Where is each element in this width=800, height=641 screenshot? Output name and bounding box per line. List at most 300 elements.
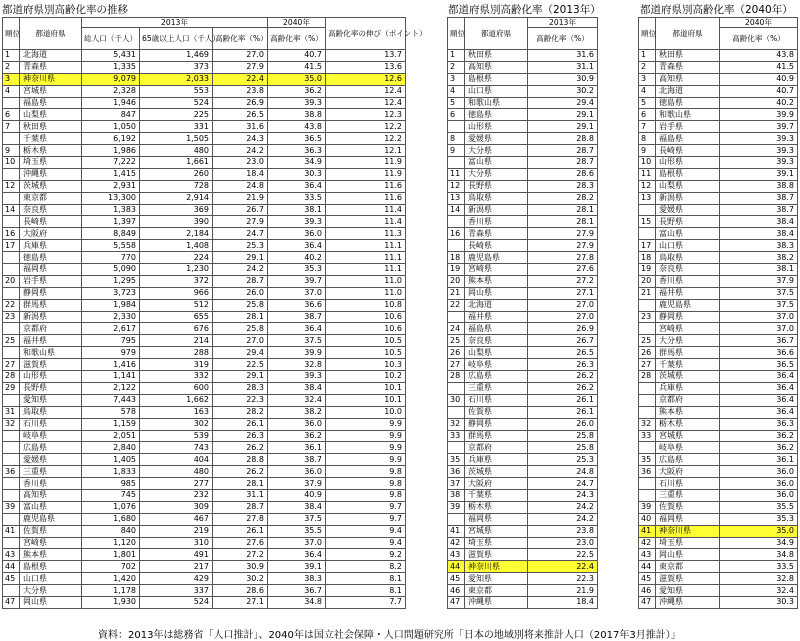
table-cell: 25.8 (528, 442, 598, 454)
table-cell: 21 (639, 287, 656, 299)
table-cell: 24.2 (213, 145, 268, 157)
table-row (448, 275, 598, 287)
table-cell: 553 (140, 85, 213, 97)
table-cell: 高知県 (465, 61, 528, 73)
table-row (448, 109, 598, 121)
table-row (3, 585, 406, 597)
table-cell: 群馬県 (465, 430, 528, 442)
table-cell: 26.1 (213, 525, 268, 537)
table-cell: 1,469 (140, 50, 213, 62)
table-cell: 20 (639, 275, 656, 287)
table-cell: 9.8 (326, 466, 406, 478)
table-cell: 163 (140, 406, 213, 418)
table-cell: 795 (82, 335, 140, 347)
table-cell: 熊本県 (656, 406, 720, 418)
table-cell: 大分県 (465, 168, 528, 180)
table-row (448, 264, 598, 276)
table-cell: 31.6 (213, 121, 268, 133)
table-row (3, 513, 406, 525)
table-cell: 26 (448, 347, 465, 359)
table-cell: 5 (448, 97, 465, 109)
table-row (639, 596, 798, 608)
table-row (639, 61, 798, 73)
table-cell: 28 (639, 371, 656, 383)
table-cell: 40.2 (720, 97, 798, 109)
table-cell: 979 (82, 347, 140, 359)
table-cell: 青森県 (656, 61, 720, 73)
table-cell: 26.1 (528, 406, 598, 418)
table-cell: 36 (639, 466, 656, 478)
table-cell: 43.8 (720, 50, 798, 62)
table-cell: 38.7 (268, 311, 326, 323)
table-row (3, 216, 406, 228)
table-row (448, 442, 598, 454)
rate-2040-ranking-table (638, 17, 798, 609)
table-cell: 鹿児島県 (656, 299, 720, 311)
table-row (448, 585, 598, 597)
table-cell (3, 216, 20, 228)
table-row (448, 168, 598, 180)
table-cell: 2 (448, 61, 465, 73)
table-cell: 34.8 (268, 596, 326, 608)
table-cell: 21.9 (528, 585, 598, 597)
pref-header: 都道府県 (20, 18, 82, 50)
table-cell: 香川県 (465, 216, 528, 228)
table-cell: 2 (3, 61, 20, 73)
table-cell: 43.8 (268, 121, 326, 133)
table-cell: 39 (3, 501, 20, 513)
table-row (639, 382, 798, 394)
table-cell: 28 (3, 371, 20, 383)
table-cell (3, 478, 20, 490)
table-cell: 26.2 (213, 466, 268, 478)
table-cell: 28.7 (213, 501, 268, 513)
table-cell: 14 (448, 204, 465, 216)
table-cell: 40 (639, 513, 656, 525)
table-cell: 337 (140, 585, 213, 597)
table-cell: 広島県 (465, 371, 528, 383)
table-cell: 36.5 (268, 133, 326, 145)
table-cell: 鳥取県 (20, 406, 82, 418)
table-cell: 福岡県 (465, 513, 528, 525)
table-row (3, 252, 406, 264)
table-cell: 39 (639, 501, 656, 513)
table-cell (3, 394, 20, 406)
table-cell: 36 (448, 466, 465, 478)
table-cell: 10.0 (326, 406, 406, 418)
table-cell (639, 442, 656, 454)
table-cell: 10.1 (326, 382, 406, 394)
rank-header: 順位 (448, 18, 465, 50)
table-cell: 7,443 (82, 394, 140, 406)
table-row (639, 252, 798, 264)
table-row (3, 264, 406, 276)
rate-2013-header: 高齢化率（%） (213, 28, 268, 50)
table-row (448, 216, 598, 228)
table-cell: 9.7 (326, 513, 406, 525)
table-cell: 23 (3, 311, 20, 323)
table-cell: 京都府 (20, 323, 82, 335)
table-cell: 36.6 (720, 347, 798, 359)
table-cell: 島根県 (465, 73, 528, 85)
table-cell (639, 323, 656, 335)
table-cell: 35.0 (268, 73, 326, 85)
table-cell: 奈良県 (656, 264, 720, 276)
table-cell: 27.8 (213, 513, 268, 525)
table-cell: 28.3 (528, 180, 598, 192)
table-row (448, 323, 598, 335)
table-cell: 宮城県 (465, 525, 528, 537)
year-header: 2013年 (528, 18, 598, 28)
table-cell: 1,661 (140, 157, 213, 169)
table-cell: 27.6 (528, 264, 598, 276)
table-cell: 9.9 (326, 442, 406, 454)
table-cell: 27.0 (213, 335, 268, 347)
table-cell: 35.3 (720, 513, 798, 525)
table-cell: 神奈川県 (465, 561, 528, 573)
table-cell: 36.0 (720, 478, 798, 490)
table-cell: 25.3 (213, 240, 268, 252)
table-cell: 491 (140, 549, 213, 561)
table-cell: 福島県 (465, 323, 528, 335)
table-cell: 5 (639, 97, 656, 109)
table-cell (448, 216, 465, 228)
table-row (639, 442, 798, 454)
table-row (639, 501, 798, 513)
table-cell: 277 (140, 478, 213, 490)
table-cell: 三重県 (656, 489, 720, 501)
pref-header: 都道府県 (656, 18, 720, 50)
table-cell: 大阪府 (465, 478, 528, 490)
table-cell: 847 (82, 109, 140, 121)
table-cell (3, 513, 20, 525)
table-cell: 神奈川県 (656, 525, 720, 537)
table-cell: 29 (3, 382, 20, 394)
table-cell (3, 264, 20, 276)
table-cell: 2,051 (82, 430, 140, 442)
table-cell: 28.1 (528, 204, 598, 216)
table-cell: 奈良県 (20, 204, 82, 216)
table-cell: 16 (448, 228, 465, 240)
table-cell: 26.9 (213, 97, 268, 109)
table-cell: 33.5 (268, 192, 326, 204)
table-cell: 1,076 (82, 501, 140, 513)
table-row (3, 418, 406, 430)
table-cell: 260 (140, 168, 213, 180)
table-cell: 9.9 (326, 418, 406, 430)
table-row (448, 596, 598, 608)
table-cell: 10 (3, 157, 20, 169)
table-cell: 26.7 (213, 204, 268, 216)
table-row (639, 513, 798, 525)
table-row (639, 192, 798, 204)
table-cell: 676 (140, 323, 213, 335)
table-cell: 25 (639, 335, 656, 347)
table-row (448, 501, 598, 513)
table-row (448, 525, 598, 537)
table-cell: 27 (639, 359, 656, 371)
table-cell: 23.0 (213, 157, 268, 169)
table-cell: 47 (3, 596, 20, 608)
table-cell: 36.0 (720, 489, 798, 501)
table-cell: 37.9 (268, 478, 326, 490)
table-row (448, 406, 598, 418)
table-cell: 鹿児島県 (465, 252, 528, 264)
table-row (3, 109, 406, 121)
table-row (3, 454, 406, 466)
table-row (639, 145, 798, 157)
table-cell: 27.9 (213, 61, 268, 73)
table-cell: 13,300 (82, 192, 140, 204)
table-cell: 青森県 (20, 61, 82, 73)
table-cell: 319 (140, 359, 213, 371)
table-cell: 茨城県 (20, 180, 82, 192)
table-cell: 28.1 (213, 478, 268, 490)
table-row (639, 394, 798, 406)
table-cell: 39.3 (268, 97, 326, 109)
table-cell: 37.0 (268, 287, 326, 299)
table-row (639, 573, 798, 585)
table-cell: 600 (140, 382, 213, 394)
table-cell (639, 478, 656, 490)
table-cell: 12.4 (326, 97, 406, 109)
table-cell: 10.5 (326, 335, 406, 347)
table-row (448, 121, 598, 133)
table-cell: 37.9 (720, 275, 798, 287)
table-cell: 1,335 (82, 61, 140, 73)
table-cell: 38.2 (720, 252, 798, 264)
table-cell: 徳島県 (20, 252, 82, 264)
table-cell: 9.8 (326, 489, 406, 501)
table-cell: 10.1 (326, 394, 406, 406)
table-cell: 28.1 (528, 216, 598, 228)
table-cell: 1,416 (82, 359, 140, 371)
table-cell: 18.4 (213, 168, 268, 180)
table-cell: 広島県 (20, 442, 82, 454)
table-cell: 長野県 (20, 382, 82, 394)
table-cell: 愛知県 (465, 573, 528, 585)
table-cell: 40.2 (268, 252, 326, 264)
table-cell (448, 513, 465, 525)
table-cell: 36.2 (720, 442, 798, 454)
table-row (639, 347, 798, 359)
table-cell: 沖縄県 (656, 596, 720, 608)
table-cell: 12.2 (326, 121, 406, 133)
table-row (639, 264, 798, 276)
table-cell: 36.1 (268, 442, 326, 454)
table-cell (448, 121, 465, 133)
table-cell: 宮城県 (20, 85, 82, 97)
table-row (639, 466, 798, 478)
table-row (639, 275, 798, 287)
table-cell: 27.0 (528, 311, 598, 323)
table-cell: 25 (3, 335, 20, 347)
table-cell: 11.1 (326, 264, 406, 276)
table-cell: 1,397 (82, 216, 140, 228)
table-cell: 富山県 (465, 157, 528, 169)
table-row (448, 73, 598, 85)
table-cell: 36.1 (720, 454, 798, 466)
table-cell: 岡山県 (20, 596, 82, 608)
table-cell: 10.8 (326, 299, 406, 311)
table-cell: 310 (140, 537, 213, 549)
table-cell: 8.1 (326, 585, 406, 597)
table-cell: 2,914 (140, 192, 213, 204)
table-cell: 高知県 (20, 489, 82, 501)
table-cell: 16 (3, 228, 20, 240)
table-cell: 390 (140, 216, 213, 228)
table-cell: 10.5 (326, 347, 406, 359)
table-row (639, 50, 798, 62)
table-cell: 26.5 (528, 347, 598, 359)
table-cell: 17 (3, 240, 20, 252)
table-cell: 39.7 (268, 275, 326, 287)
table-cell: 愛媛県 (465, 133, 528, 145)
table-cell: 鹿児島県 (20, 513, 82, 525)
table-cell: 18.4 (528, 596, 598, 608)
table-cell: 288 (140, 347, 213, 359)
table-cell: 2,122 (82, 382, 140, 394)
table-cell: 5,558 (82, 240, 140, 252)
table-cell: 9.4 (326, 537, 406, 549)
table-cell: 28.6 (213, 585, 268, 597)
table-cell: 香川県 (20, 478, 82, 490)
table-cell: 41.5 (268, 61, 326, 73)
table3-title: 都道府県別高齢化率（2040年） (640, 4, 793, 16)
table-cell: 11.9 (326, 168, 406, 180)
table-cell: 茨城県 (656, 371, 720, 383)
table-cell: 36.0 (268, 466, 326, 478)
table-cell: 5,090 (82, 264, 140, 276)
table-row (3, 299, 406, 311)
table-cell: 40.9 (720, 73, 798, 85)
table-cell: 和歌山県 (465, 97, 528, 109)
table-row (3, 382, 406, 394)
table-cell: 6 (639, 109, 656, 121)
table-cell: 38.7 (720, 192, 798, 204)
table-row (639, 335, 798, 347)
table-cell: 宮崎県 (465, 264, 528, 276)
table-cell: 36.3 (268, 145, 326, 157)
table-cell: 37.5 (720, 287, 798, 299)
table-cell: 東京都 (20, 192, 82, 204)
table-cell: 岐阜県 (656, 442, 720, 454)
table-cell: 539 (140, 430, 213, 442)
table-cell: 1,984 (82, 299, 140, 311)
table-row (639, 299, 798, 311)
table-row (3, 133, 406, 145)
table-cell: 28.8 (213, 454, 268, 466)
table-cell: 22 (3, 299, 20, 311)
table-cell (3, 489, 20, 501)
table-cell: 37.0 (720, 311, 798, 323)
table-cell: 44 (3, 561, 20, 573)
table-cell: 佐賀県 (465, 406, 528, 418)
table-cell: 36.3 (720, 418, 798, 430)
table-cell: 28.2 (528, 192, 598, 204)
table-cell: 770 (82, 252, 140, 264)
table-cell: 10.6 (326, 311, 406, 323)
table-cell: 栃木県 (20, 145, 82, 157)
table-row (639, 121, 798, 133)
table-cell: 309 (140, 501, 213, 513)
table-row (639, 240, 798, 252)
table-cell: 32.4 (268, 394, 326, 406)
table-row (448, 513, 598, 525)
table-row (3, 406, 406, 418)
table-cell (639, 489, 656, 501)
table-row (448, 394, 598, 406)
table-cell: 38.4 (720, 216, 798, 228)
table-cell (3, 454, 20, 466)
table-cell: 北海道 (20, 50, 82, 62)
table-cell: 217 (140, 561, 213, 573)
table-row (448, 335, 598, 347)
table-cell: 千葉県 (656, 359, 720, 371)
table-cell: 北海道 (465, 299, 528, 311)
table-cell: 静岡県 (20, 287, 82, 299)
table-cell: 36.7 (720, 335, 798, 347)
table-row (3, 596, 406, 608)
table-cell: 11.6 (326, 180, 406, 192)
table-row (448, 454, 598, 466)
rate-header: 高齢化率（%） (720, 28, 798, 50)
table-row (3, 561, 406, 573)
table-cell: 22.4 (213, 73, 268, 85)
table-row (639, 287, 798, 299)
table-cell: 9 (639, 145, 656, 157)
table-row (3, 275, 406, 287)
table-cell: 9,079 (82, 73, 140, 85)
table-row (448, 228, 598, 240)
table-cell: 9 (3, 145, 20, 157)
table-cell: 36.4 (268, 323, 326, 335)
table-row (3, 573, 406, 585)
table-cell: 大阪府 (20, 228, 82, 240)
table-cell: 27.0 (528, 299, 598, 311)
table-cell: 1,680 (82, 513, 140, 525)
table-cell: 38.4 (720, 228, 798, 240)
table-cell: 7 (3, 121, 20, 133)
table-cell: 20 (3, 275, 20, 287)
table-cell: 岡山県 (656, 549, 720, 561)
table-cell: 745 (82, 489, 140, 501)
table-cell: 41 (3, 525, 20, 537)
table-cell: 1,946 (82, 97, 140, 109)
table-cell: 9 (448, 145, 465, 157)
table-cell: 32.4 (720, 585, 798, 597)
table-cell: 33 (448, 430, 465, 442)
table-cell: 39.3 (268, 216, 326, 228)
table-cell: 2,328 (82, 85, 140, 97)
table-cell: 8 (448, 133, 465, 145)
table-row (3, 145, 406, 157)
table-cell: 35.5 (720, 501, 798, 513)
table-row (448, 549, 598, 561)
table-cell: 9.7 (326, 501, 406, 513)
table-cell: 12 (639, 180, 656, 192)
table-cell: 1,415 (82, 168, 140, 180)
table-cell: 11.4 (326, 204, 406, 216)
table-cell: 大阪府 (656, 466, 720, 478)
table-cell: 43 (448, 549, 465, 561)
table-cell: 26.3 (213, 430, 268, 442)
table-cell: 11.1 (326, 240, 406, 252)
table-cell: 42 (448, 537, 465, 549)
table-row (3, 335, 406, 347)
table-cell: 966 (140, 287, 213, 299)
table-cell: 滋賀県 (20, 359, 82, 371)
